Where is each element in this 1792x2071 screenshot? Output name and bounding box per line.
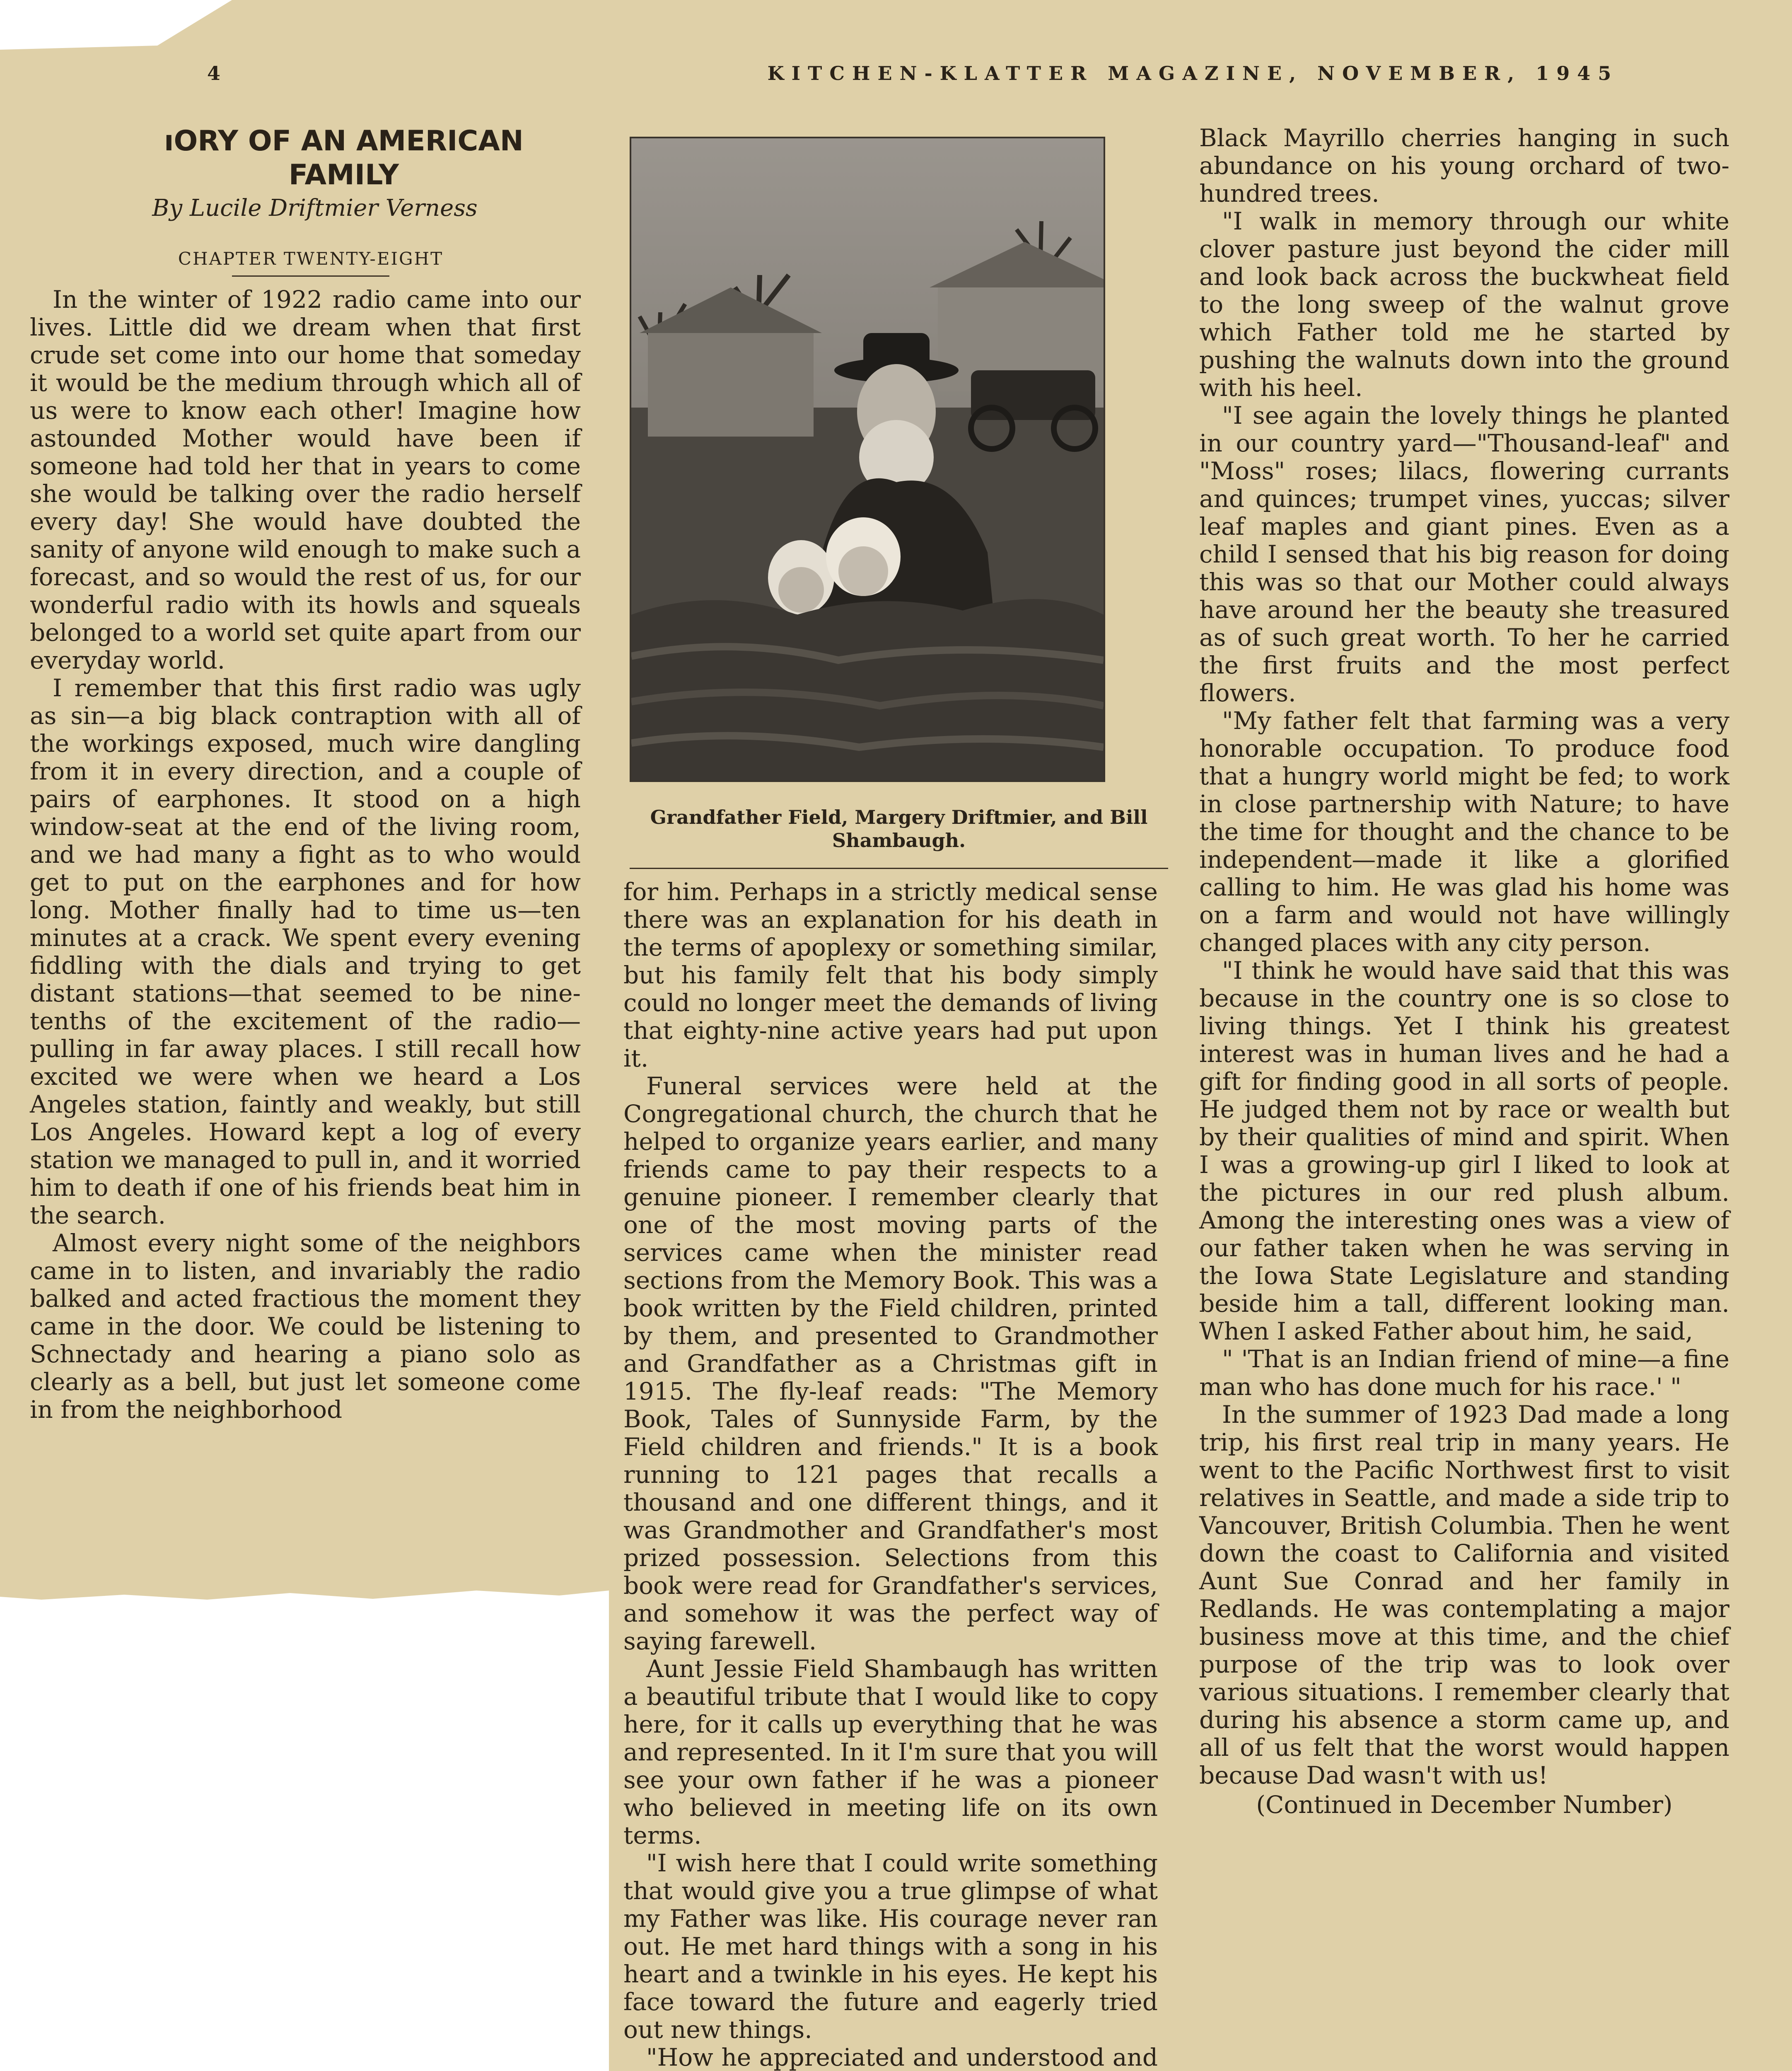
family-photo-image: [631, 138, 1104, 780]
chapter-heading: CHAPTER TWENTY-EIGHT: [178, 249, 444, 269]
page-number: 4: [207, 62, 221, 84]
col3-paragraph: "I think he would have said that this was because in the country one is so close to living things. Yet I think his greatest interest was in human lives and he had a gift for finding good in all sorts of people. He judged them not by race or wealth but by their qualities of mind and spirit. When I was a growing-up girl I liked to look at the pictures in our red plush album. Among the interesting ones was a view of our father taken when he was serving in the Iowa State Legislature and standing beside him a tall, different looking man. When I asked Father about him, he said,: [1199, 956, 1729, 1345]
running-head: KITCHEN-KLATTER MAGAZINE, NOVEMBER, 1945: [767, 62, 1619, 84]
title-line-1: ıORY OF AN AMERICAN: [164, 125, 524, 157]
col1-paragraph: In the winter of 1922 radio came into our lives. Little did we dream when that first crude set come into our home that someday it would be the medium through which all of us were to know each other! Imagine how astounded Mother would have been if someone had told her that in years to come she would be talking over the radio herself every day! She would have doubted the sanity of anyone wild enough to make such a forecast, and so would the rest of us, for our wonderful radio with its howls and squeals belonged to a world set quite apart from our everyday world.: [30, 285, 581, 674]
col2-paragraph: "I wish here that I could write something that would give you a true glimpse of what my Father was like. His courage never ran out. He met hard things with a song in his heart and a twinkle in his eyes. He kept his face toward the future and eagerly tried out new things.: [623, 1849, 1158, 2044]
column-1: [30, 286, 581, 1424]
col3-paragraph: "My father felt that farming was a very honorable occupation. To produce food that a hungry world might be fed; to work in close partnership with Nature; to have the time for thought and the chance to be independent—made it like a glorified calling to him. He was glad his home was on a farm and would not have willingly changed places with any city person.: [1199, 707, 1729, 957]
col2-paragraph: "How he appreciated and understood and: [646, 2043, 1158, 2071]
col3-paragraph: In the summer of 1923 Dad made a long trip, his first real trip in many years. He went to the Pacific Northwest first to visit relatives in Seattle, and made a side trip to Vancouver, British Columbia. Then he went down the coast to California and visited Aunt Sue Conrad and her family in Redlands. He was contemplating a major business move at this time, and the chief purpose of the trip was to look over various situations. I remember clearly that during his absence a storm came up, and all of us felt that the worst would happen because Dad wasn't with us!: [1199, 1400, 1729, 1789]
byline: By Lucile Driftmier Verness: [152, 195, 478, 222]
column-2: [623, 878, 1158, 2071]
column-3: [1199, 124, 1729, 1819]
family-photo: [630, 137, 1105, 782]
col3-paragraph: Black Mayrillo cherries hanging in such abundance on his young orchard of two-hundred trees.: [1199, 124, 1729, 208]
chapter-divider: [232, 275, 389, 277]
column-divider: [630, 868, 1168, 869]
title-line-2: FAMILY: [288, 159, 399, 191]
continued-note: (Continued in December Number): [1256, 1791, 1673, 1819]
col1-paragraph: Almost every night some of the neighbors came in to listen, and invariably the radio balked and acted fractious the moment they came in the door. We could be listening to Schnectady and hearing a piano solo as clearly as a bell, but just let someone come in from the neighborhood: [30, 1229, 581, 1424]
article-title: [116, 124, 572, 192]
col3-paragraph: " 'That is an Indian friend of mine—a fine man who has done much for his race.' ": [1199, 1345, 1729, 1401]
col3-paragraph: "I walk in memory through our white clover pasture just beyond the cider mill and look back across the buckwheat field to the long sweep of the walnut grove which Father told me he started by pushing the walnuts down into the ground with his heel.: [1199, 207, 1729, 402]
col1-paragraph: I remember that this first radio was ugly as sin—a big black contraption with all of the workings exposed, much wire dangling from it in every direction, and a couple of pairs of earphones. It stood on a high window-seat at the end of the living room, and we had many a fight as to who would get to put on the earphones and for how long. Mother finally had to time us—ten minutes at a crack. We spent every evening fiddling with the dials and trying to get distant stations—that seemed to be nine-tenths of the excitement of the radio—pulling in far away places. I still recall how excited we were when we heard a Los Angeles station, faintly and weakly, but still Los Angeles. Howard kept a log of every station we managed to pull in, and it worried him to death if one of his friends beat him in the search.: [30, 674, 581, 1229]
col3-paragraph: "I see again the lovely things he planted in our country yard—"Thousand-leaf" and "Moss" roses; lilacs, flowering currants and quinces; trumpet vines, yuccas; silver leaf maples and giant pines. Even as a child I sensed that his big reason for doing this was so that our Mother could always have around her the beauty she treasured as of such great worth. To her he carried the first fruits and the most perfect flowers.: [1199, 401, 1729, 707]
col2-paragraph: Aunt Jessie Field Shambaugh has written a beautiful tribute that I would like to copy here, for it calls up everything that he was and represented. In it I'm sure that you will see your own father if he was a pioneer who believed in meeting life on its own terms.: [623, 1655, 1158, 1849]
photo-caption: Grandfather Field, Margery Driftmier, and Bill Shambaugh.: [650, 806, 1148, 852]
col2-paragraph: Funeral services were held at the Congregational church, the church that he helped to organize years earlier, and many friends came to pay their respects to a genuine pioneer. I remember clearly that one of the most moving parts of the services came when the minister read sections from the Memory Book. This was a book written by the Field children, printed by them, and presented to Grandmother and Grandfather as a Christmas gift in 1915. The fly-leaf reads: "The Memory Book, Tales of Sunnyside Farm, by the Field children and friends." It is a book running to 121 pages that recalls a thousand and one different things, and it was Grandmother and Grandfather's most prized possession. Selections from this book were read for Grandfather's services, and somehow it was the perfect way of saying farewell.: [623, 1072, 1158, 1655]
col2-paragraph: for him. Perhaps in a strictly medical sense there was an explanation for his death in the terms of apoplexy or something similar, but his family felt that his body simply could no longer meet the demands of living that eighty-nine active years had put upon it.: [623, 878, 1158, 1072]
